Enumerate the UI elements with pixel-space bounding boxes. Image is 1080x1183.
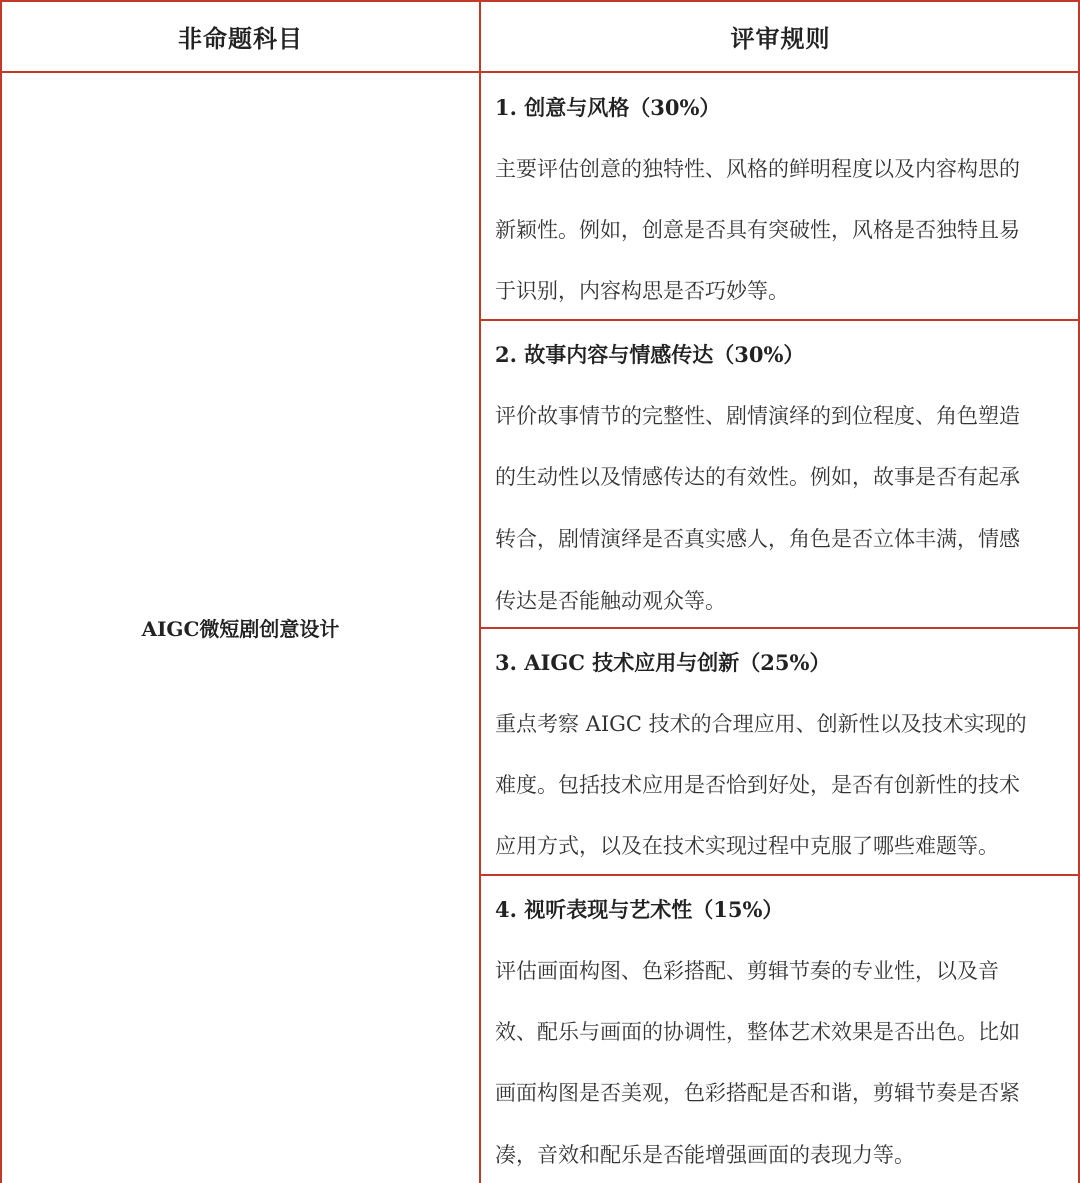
rule-divider-3 bbox=[479, 874, 1080, 876]
rule-text-line: 重点考察 AIGC 技术的合理应用、创新性以及技术实现的 bbox=[495, 712, 1027, 736]
rule-title: 4. 视听表现与艺术性（15%） bbox=[495, 897, 784, 922]
rule-text-line: 主要评估创意的独特性、风格的鲜明程度以及内容构思的 bbox=[495, 157, 1020, 181]
rule-text-line: 评估画面构图、色彩搭配、剪辑节奏的专业性，以及音 bbox=[495, 959, 999, 983]
column-divider bbox=[479, 0, 481, 1183]
rule-text-line: 画面构图是否美观，色彩搭配是否和谐，剪辑节奏是否紧 bbox=[495, 1081, 1020, 1105]
rule-title: 2. 故事内容与情感传达（30%） bbox=[495, 342, 805, 367]
rule-text-line: 转合，剧情演绎是否真实感人，角色是否立体丰满，情感 bbox=[495, 527, 1020, 551]
rule-text-line: 于识别，内容构思是否巧妙等。 bbox=[495, 279, 789, 303]
rule-text-line: 效、配乐与画面的协调性，整体艺术效果是否出色。比如 bbox=[495, 1020, 1020, 1044]
rule-text-line: 的生动性以及情感传达的有效性。例如，故事是否有起承 bbox=[495, 465, 1020, 489]
rule-title: 1. 创意与风格（30%） bbox=[495, 95, 721, 120]
rule-text-line: 应用方式，以及在技术实现过程中克服了哪些难题等。 bbox=[495, 834, 999, 858]
rule-divider-1 bbox=[479, 319, 1080, 321]
subject-name: AIGC微短剧创意设计 bbox=[141, 617, 340, 641]
header-rules: 评审规则 bbox=[730, 23, 831, 53]
rule-text-line: 凑，音效和配乐是否能增强画面的表现力等。 bbox=[495, 1143, 915, 1167]
rule-text-line: 新颖性。例如，创意是否具有突破性，风格是否独特且易 bbox=[495, 218, 1020, 242]
header-subject: 非命题科目 bbox=[178, 23, 303, 53]
rule-text-line: 评价故事情节的完整性、剧情演绎的到位程度、角色塑造 bbox=[495, 404, 1020, 428]
rule-text-line: 难度。包括技术应用是否恰到好处，是否有创新性的技术 bbox=[495, 773, 1020, 797]
rule-text-line: 传达是否能触动观众等。 bbox=[495, 589, 726, 613]
rule-title: 3. AIGC 技术应用与创新（25%） bbox=[495, 650, 831, 675]
rule-divider-2 bbox=[479, 627, 1080, 629]
